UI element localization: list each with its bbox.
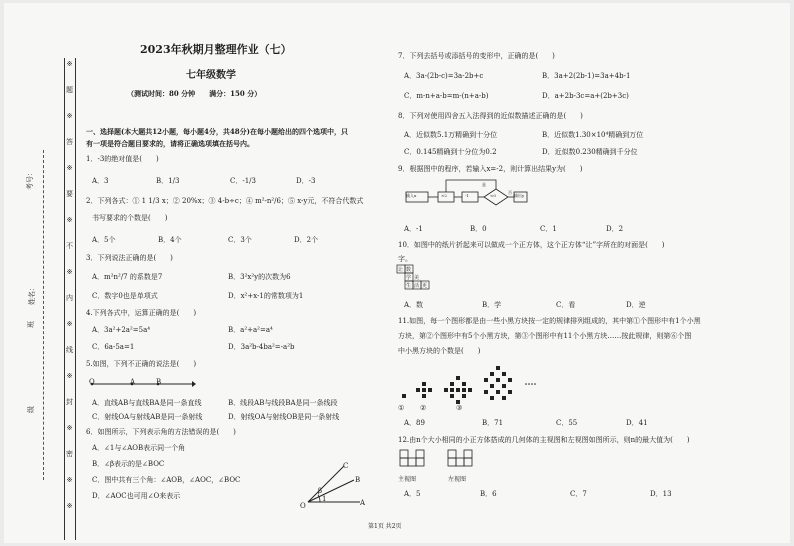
q12-left-view <box>448 450 472 466</box>
q5-label-o: O <box>89 378 95 386</box>
q6-ray-ob <box>308 480 354 502</box>
q6-option-b: B．∠β表示的是∠BOC <box>92 460 165 468</box>
q10-option-b: B．学 <box>482 301 502 309</box>
q7-option-b: B．3a+2(2b-1)=3a+4b-1 <box>542 72 631 80</box>
q8-option-d: D．近似数0.230精确到千分位 <box>542 148 638 156</box>
q11-option-d: D．41 <box>626 419 648 427</box>
q12-left-label: 左视图 <box>448 476 467 483</box>
q9-yes-label: 是 <box>482 182 486 187</box>
q11-option-b: B．71 <box>482 419 504 427</box>
q3-option-d: D．x²+x-1的常数项为1 <box>228 292 304 300</box>
q6-stem: 6．如图所示，下列表示角的方法错误的是( ) <box>86 428 236 436</box>
q11-stem-2: 方块，第②个图形中有5个小黑方块，第③个图形中有11个小黑方块……按此规律，则第⑥个图 <box>398 332 692 340</box>
q9-flowchart <box>404 176 528 220</box>
q12-option-b: B．6 <box>480 490 497 498</box>
q11-ellipsis <box>525 383 536 385</box>
q6-label-o: O <box>300 502 306 510</box>
q5-ray-arrow <box>192 381 196 387</box>
q7-stem: 7．下列去括号或添括号的变形中，正确的是( ) <box>398 52 555 60</box>
q8-option-c: C．0.145精确到十分位为0.2 <box>404 148 497 156</box>
name-label: 姓名： <box>28 284 36 305</box>
q11-label-3: ③ <box>456 404 463 412</box>
q6-label-c: C <box>343 462 349 470</box>
q2-option-c: C．3个 <box>228 236 252 244</box>
q6-label-1: 1 <box>322 495 327 503</box>
q11-fig4 <box>484 366 512 400</box>
q10-char-5: 活 <box>414 283 420 289</box>
exam-subject: 七年级数学 <box>186 70 236 81</box>
exam-title: 2023年秋期月整理作业（七） <box>140 43 292 56</box>
q9-output-label: 输出y <box>514 193 525 198</box>
q1-option-c: C．-1/3 <box>230 177 256 185</box>
q2-option-b: B．4个 <box>158 236 182 244</box>
q11-label-1: ① <box>398 404 405 412</box>
q9-compare-label: <0 <box>490 193 496 198</box>
q6-option-d: D．∠AOC也可用∠O来表示 <box>92 492 181 500</box>
q12-stem: 12.由n个大小相同的小正方体搭成的几何体的主视图和左视图如图所示，则n的最大值为( ) <box>398 436 690 444</box>
q8-option-b: B．近似数1.30×10⁴精确到万位 <box>542 131 644 139</box>
q9-stem: 9．根据图中的程序，若输入x=-2，则计算出结果y为( ) <box>398 165 583 173</box>
q1-option-d: D．-3 <box>296 177 316 185</box>
q4-option-b: B．a²+a²=a⁴ <box>228 326 273 334</box>
q10-char-7: 美 <box>414 275 420 281</box>
q2-option-d: D．2个 <box>294 236 319 244</box>
q5-ray-figure <box>86 372 196 392</box>
q7-option-d: D．a+2b-3c=a+(2b+3c) <box>542 92 629 100</box>
q11-fig2 <box>416 382 432 398</box>
q5-label-a: A <box>130 378 136 386</box>
q10-char-4: 生 <box>406 283 412 289</box>
answer-blank-line <box>43 150 44 480</box>
q6-label-beta: β <box>318 487 323 495</box>
q3-stem: 3．下列说法正确的是( ) <box>86 254 173 262</box>
q9-option-b: B．0 <box>470 225 487 233</box>
class-label-1: 班 <box>27 321 35 328</box>
q7-option-a: A．3a-(2b-c)=3a-2b+c <box>404 72 484 80</box>
q1-option-a: A．3 <box>92 177 109 185</box>
q9-option-c: C．1 <box>540 225 557 233</box>
q12-option-a: A．5 <box>404 490 421 498</box>
q6-angle-figure <box>302 458 362 510</box>
q12-front-label: 主视图 <box>398 476 417 483</box>
q3-option-c: C．数字0也是单项式 <box>92 292 158 300</box>
q4-option-d: D．3a²b-4ba²=-a²b <box>228 343 295 351</box>
q8-stem: 8．下列对使用四舍五入法得到的近似数描述正确的是( ) <box>398 112 583 120</box>
q12-views-figure <box>398 448 488 470</box>
q10-option-a: A．数 <box>404 301 424 309</box>
q9-option-a: A．-1 <box>404 225 423 233</box>
section-1-heading-2: 有一项是符合题目要求的，请将正确选项填在括号内。 <box>86 139 254 148</box>
q4-stem: 4.下列各式中，运算正确的是( ) <box>86 309 197 317</box>
q6-label-b: B <box>355 476 361 484</box>
q4-option-a: A．3a²+2a²=5a⁴ <box>92 326 151 334</box>
q1-stem: 1．-3的绝对值是( ) <box>86 155 159 163</box>
q9-input-label: 输入x <box>406 193 417 198</box>
q11-option-a: A．89 <box>404 419 425 427</box>
class-label-2: 级 <box>27 406 35 413</box>
q5-option-d: D．射线OA与射线OB是同一条射线 <box>228 413 340 421</box>
binding-line-inner <box>75 58 76 540</box>
q10-char-2: 数 <box>406 267 412 273</box>
q6-option-c: C．图中共有三个角：∠AOB，∠AOC，∠BOC <box>92 476 241 484</box>
q9-option-d: D．2 <box>606 225 624 233</box>
q5-stem: 5.如图，下列不正确的说法是( ) <box>86 360 197 368</box>
page-footer: 第1页 共2页 <box>368 523 402 530</box>
q4-option-c: C．6a-5a=1 <box>92 343 135 351</box>
q3-option-a: A．m²n²/7 的系数是7 <box>92 273 163 281</box>
q9-multiply-label: ×2 <box>441 193 447 198</box>
q10-char-6: 更 <box>422 283 428 289</box>
q5-option-a: A．直线AB与直线BA是同一条直线 <box>92 399 202 407</box>
exam-number-label: 考号： <box>26 169 34 190</box>
q5-option-c: C．射线OA与射线AB是同一条射线 <box>92 413 203 421</box>
q11-stem: 11.如图，每一个图形都是由一些小黑方块按一定的规律排列组成的，其中第①个图形中有1个小黑 <box>398 317 701 325</box>
q11-pattern-figure <box>398 360 548 406</box>
q5-option-b: B．线段AB与线段BA是同一条线段 <box>228 399 338 407</box>
q5-label-b: B <box>156 378 162 386</box>
q11-fig3 <box>444 376 472 404</box>
section-1-heading: 一、选择题(本大题共12小题，每小题4分，共48分)在每小题给出的四个选项中，只 <box>86 127 348 136</box>
q9-no-label: 否 <box>508 190 512 195</box>
q12-option-c: C．7 <box>570 490 587 498</box>
q11-fig1-square <box>402 394 406 398</box>
q9-loop <box>446 180 496 192</box>
q2-stem: 2．下列各式：① 1 1/3 x；② 20%x；③ 4-b÷c；④ m²-n²/6；⑤ x-y元，不符合代数式 <box>86 197 364 205</box>
q2-stem-2: 书写要求的个数是( ) <box>92 214 168 222</box>
q8-option-a: A．近似数5.1万精确到十分位 <box>404 131 498 139</box>
q9-minus-label: -1 <box>465 193 469 198</box>
q10-char-1: 让 <box>398 267 404 273</box>
q12-front-view <box>400 450 424 466</box>
q10-char-3: 学 <box>406 275 412 281</box>
q10-stem: 10．如图中的纸片折起来可以做成一个正方体，这个正方体“让”字所在的对面是( ) <box>398 241 665 249</box>
q3-option-b: B．3²x²y的次数为6 <box>228 273 291 281</box>
q2-option-a: A．5个 <box>92 236 116 244</box>
q7-option-c: C．m-n+a-b=m-(n+a-b) <box>404 92 489 100</box>
q11-option-c: C．55 <box>556 419 578 427</box>
q11-label-2: ② <box>420 404 427 412</box>
q12-option-d: D．13 <box>650 490 672 498</box>
q10-option-c: C．看 <box>556 301 576 309</box>
q10-stem-2: 字。 <box>398 255 412 263</box>
q10-option-d: D．逆 <box>626 301 646 309</box>
q11-stem-3: 中小黑方块的个数是( ) <box>398 347 481 355</box>
q1-option-b: B．1/3 <box>156 177 180 185</box>
test-info: （测试时间：80 分钟 满分：150 分） <box>127 89 262 98</box>
q6-option-a: A．∠1与∠AOB表示同一个角 <box>92 444 186 452</box>
q6-label-a: A <box>360 499 366 507</box>
q9-decision <box>484 189 508 205</box>
